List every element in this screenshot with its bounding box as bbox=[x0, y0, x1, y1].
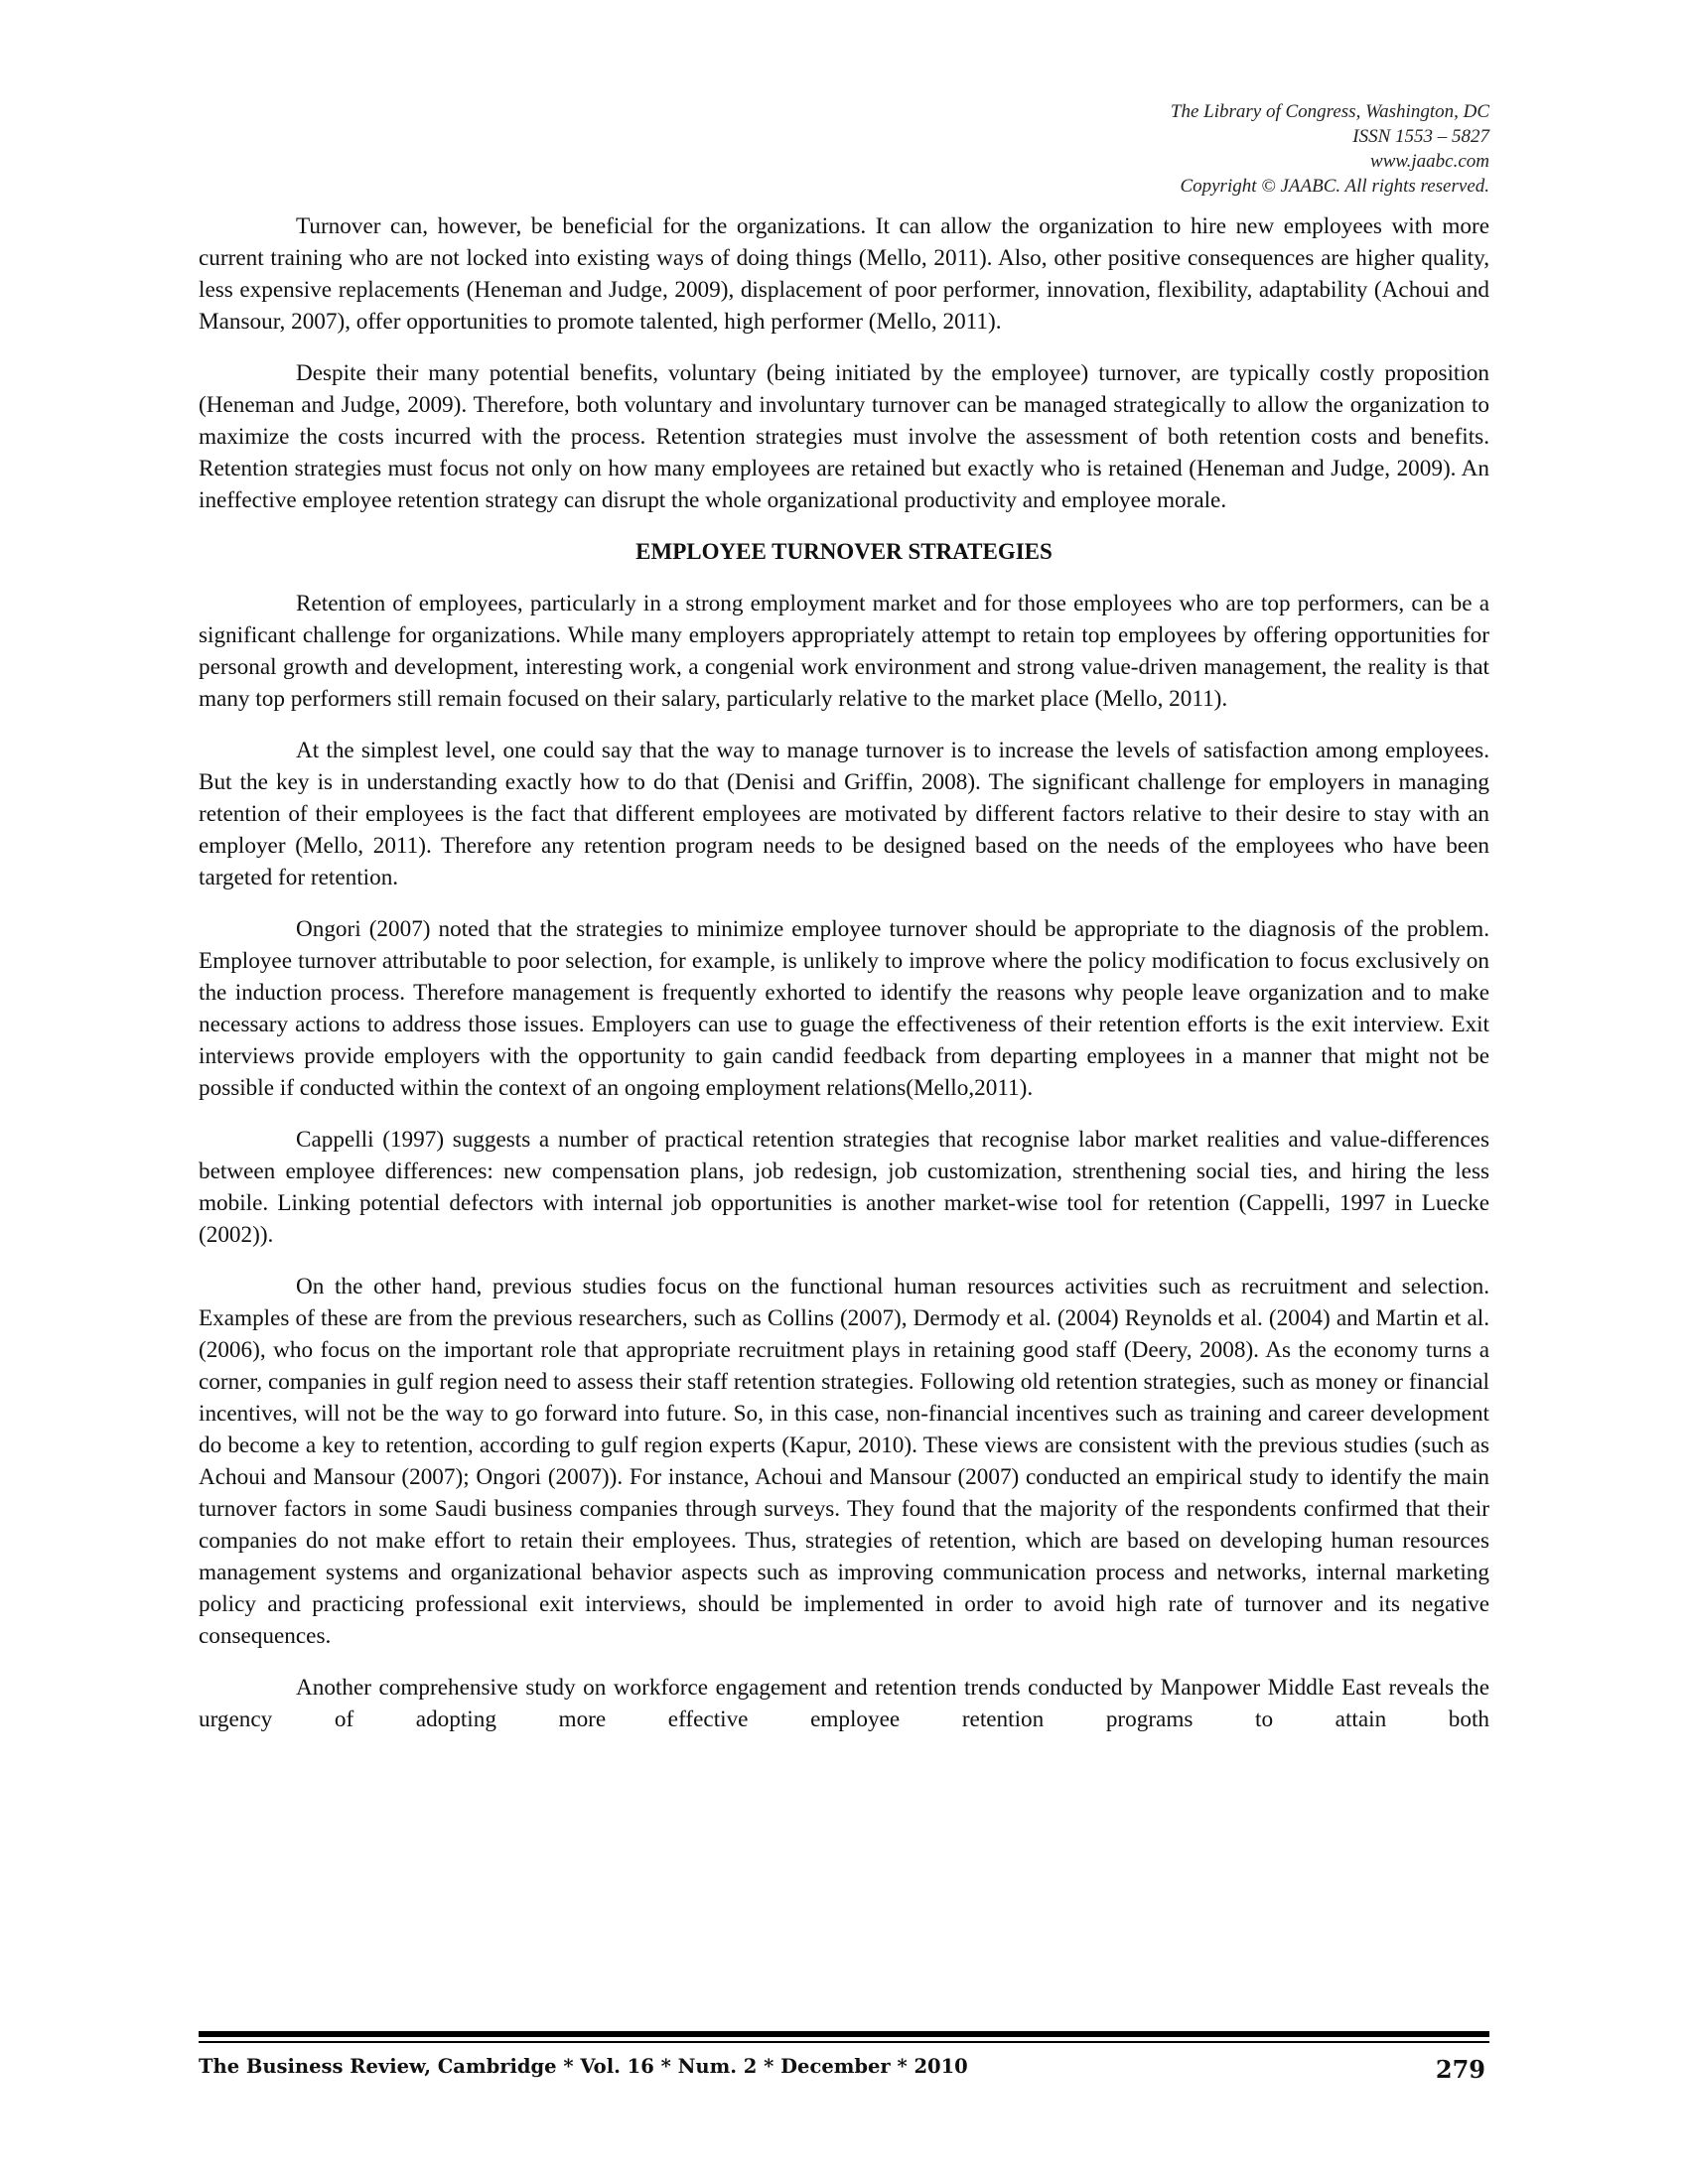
paragraph-satisfaction: At the simplest level, one could say that the way to manage turnover is to increase the levels of satisfaction among employees. But the key is in understanding exactly how to do that (Denisi and Griffin, 2008). The significant challenge for employers in managing retention of their employees is the fact that different employees are motivated by different factors relative to their desire to stay with an employer (Mello, 2011). Therefore any retention program needs to be designed based on the needs of the employees who have been targeted for retention. bbox=[199, 738, 1489, 890]
article-body bbox=[199, 210, 1489, 1755]
running-header bbox=[1171, 99, 1489, 199]
header-copyright: Copyright © JAABC. All rights reserved. bbox=[1180, 176, 1489, 197]
paragraph-previous-studies: On the other hand, previous studies focus on the functional human resources activities such as recruitment and selection. Examples of these are from the previous researchers, such as Collins (2007), Dermody et al. (2004) Reynolds et al. (2004) and Martin et al. (2006), who focus on the important role that appropriate recruitment plays in retaining good staff (Deery, 2008). As the economy turns a corner, companies in gulf region need to assess their staff retention strategies. Following old retention strategies, such as money or financial incentives, will not be the way to go forward into future. So, in this case, non-financial incentives such as training and career development do become a key to retention, according to gulf region experts (Kapur, 2010). These views are consistent with the previous studies (such as Achoui and Mansour (2007); Ongori (2007)). For instance, Achoui and Mansour (2007) conducted an empirical study to identify the main turnover factors in some Saudi business companies through surveys. They found that the majority of the respondents confirmed that their companies do not make effort to retain their employees. Thus, strategies of retention, which are based on developing human resources management systems and organizational behavior aspects such as improving communication process and networks, internal marketing policy and practicing professional exit interviews, should be implemented in order to avoid high rate of turnover and its negative consequences. bbox=[199, 1274, 1489, 1649]
paragraph-manpower: Another comprehensive study on workforce engagement and retention trends conducted by Manpower Middle East reveals the urgency of adopting more effective employee retention programs to attain both bbox=[199, 1675, 1489, 1732]
header-website: www.jaabc.com bbox=[1370, 151, 1489, 172]
footer-journal: The Business Review, Cambridge * Vol. 16 * Num. 2 * December * 2010 bbox=[199, 2055, 968, 2078]
paragraph-ongori: Ongori (2007) noted that the strategies to minimize employee turnover should be appropriate to the diagnosis of the problem. Employee turnover attributable to poor selection, for example, is unlikely to improve where the policy modification to focus exclusively on the induction process. Therefore management is frequently exhorted to identify the reasons why people leave organization and to make necessary actions to address those issues. Employers can use to guage the effectiveness of their retention efforts is the exit interview. Exit interviews provide employers with the opportunity to gain candid feedback from departing employees in a manner that might not be possible if conducted within the context of an ongoing employment relations(Mello,2011). bbox=[199, 916, 1489, 1101]
header-library: The Library of Congress, Washington, DC bbox=[1170, 101, 1489, 122]
paragraph-cappelli: Cappelli (1997) suggests a number of practical retention strategies that recognise labor market realities and value-differences between employee differences: new compensation plans, job redesign, job customization, strenthening social ties, and hiring the less mobile. Linking potential defectors with internal job opportunities is another market-wise tool for retention (Cappelli, 1997 in Luecke (2002)). bbox=[199, 1127, 1489, 1248]
section-heading: EMPLOYEE TURNOVER STRATEGIES bbox=[635, 539, 1053, 564]
paragraph-voluntary-turnover: Despite their many potential benefits, voluntary (being initiated by the employee) turnover, are typically costly proposition (Heneman and Judge, 2009). Therefore, both voluntary and involuntary turnover can be managed strategically to allow the organization to maximize the costs incurred with the process. Retention strategies must involve the assessment of both retention costs and benefits. Retention strategies must focus not only on how many employees are retained but exactly who is retained (Heneman and Judge, 2009). An ineffective employee retention strategy can disrupt the whole organizational productivity and employee morale. bbox=[199, 360, 1489, 513]
paragraph-turnover-benefits: Turnover can, however, be beneficial for the organizations. It can allow the organization to hire new employees with more current training who are not locked into existing ways of doing things (Mello, 2011). Also, other positive consequences are higher quality, less expensive replacements (Heneman and Judge, 2009), displacement of poor performer, innovation, flexibility, adaptability (Achoui and Mansour, 2007), offer opportunities to promote talented, high performer (Mello, 2011). bbox=[199, 213, 1489, 335]
header-issn: ISSN 1553 – 5827 bbox=[1352, 126, 1489, 147]
page-number: 279 bbox=[1435, 2055, 1485, 2084]
footer-rule-thin bbox=[199, 2041, 1489, 2043]
paragraph-retention-challenge: Retention of employees, particularly in a strong employment market and for those employees who are top performers, can be a significant challenge for organizations. While many employers appropriately attempt to retain top employees by offering opportunities for personal growth and development, interesting work, a congenial work environment and strong value-driven management, the reality is that many top performers still remain focused on their salary, particularly relative to the market place (Mello, 2011). bbox=[199, 591, 1489, 712]
footer-rule bbox=[199, 2031, 1489, 2037]
